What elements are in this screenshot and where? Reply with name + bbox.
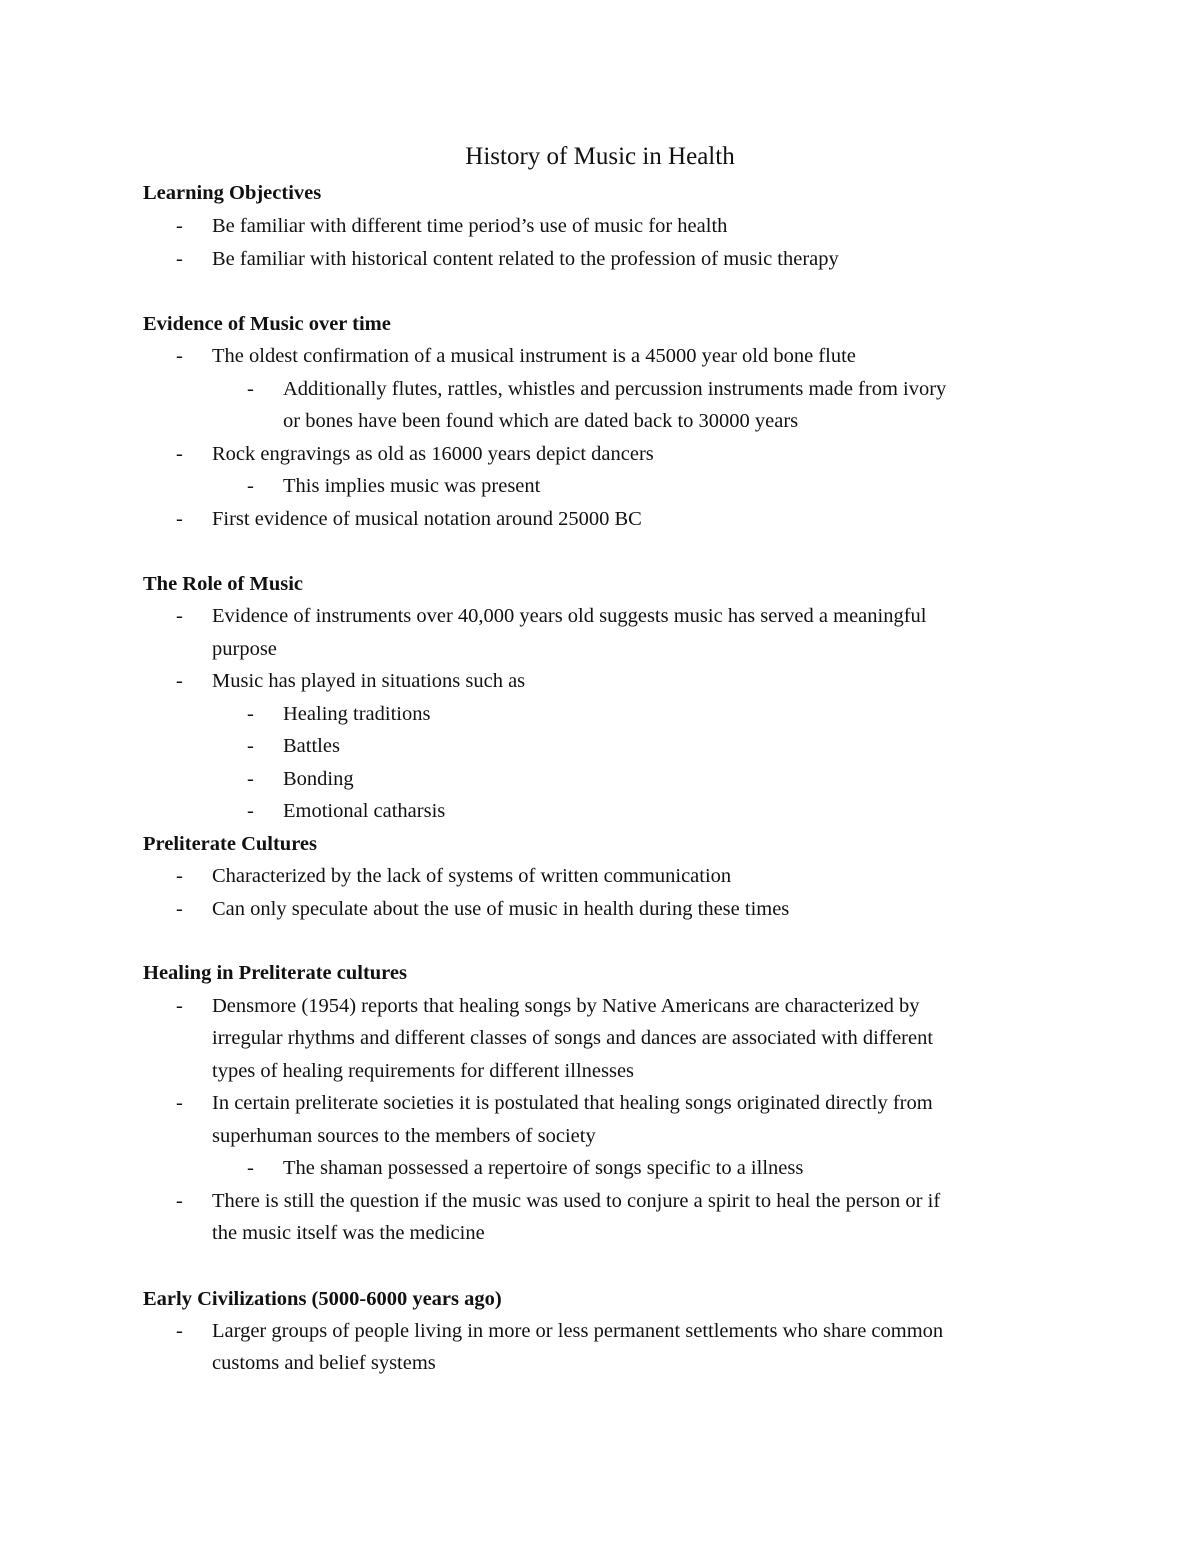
list-item: Can only speculate about the use of music in health during these times — [212, 898, 790, 920]
list-item: First evidence of musical notation around 25000 BC — [212, 508, 642, 530]
section-heading-healing-preliterate: Healing in Preliterate cultures — [143, 962, 407, 984]
list-item: In certain preliterate societies it is postulated that healing songs originated directly from — [212, 1092, 933, 1114]
list-item-continuation: the music itself was the medicine — [212, 1222, 485, 1244]
list-item: Larger groups of people living in more or less permanent settlements who share common — [212, 1320, 944, 1342]
sub-list-item: Healing traditions — [283, 703, 431, 725]
sub-bullet-dash: - — [247, 703, 254, 725]
list-item: There is still the question if the music was used to conjure a spirit to heal the person or if — [212, 1190, 941, 1212]
section-heading-learning-objectives: Learning Objectives — [143, 182, 322, 204]
section-heading-preliterate-cultures: Preliterate Cultures — [143, 833, 317, 855]
sub-bullet-dash: - — [247, 378, 254, 400]
list-item: The oldest confirmation of a musical instrument is a 45000 year old bone flute — [212, 345, 856, 367]
sub-bullet-dash: - — [247, 735, 254, 757]
sub-list-item: Emotional catharsis — [283, 800, 446, 822]
list-item: Densmore (1954) reports that healing songs by Native Americans are characterized by — [212, 995, 920, 1017]
document-title: History of Music in Health — [465, 143, 735, 170]
bullet-dash: - — [176, 605, 183, 627]
list-item-continuation: purpose — [212, 638, 277, 660]
sub-list-item-continuation: or bones have been found which are dated back to 30000 years — [283, 410, 799, 432]
bullet-dash: - — [176, 215, 183, 237]
list-item: Rock engravings as old as 16000 years depict dancers — [212, 443, 654, 465]
sub-bullet-dash: - — [247, 1157, 254, 1179]
list-item-continuation: types of healing requirements for different illnesses — [212, 1060, 635, 1082]
bullet-dash: - — [176, 898, 183, 920]
bullet-dash: - — [176, 1190, 183, 1212]
sub-bullet-dash: - — [247, 475, 254, 497]
bullet-dash: - — [176, 670, 183, 692]
bullet-dash: - — [176, 443, 183, 465]
list-item-continuation: superhuman sources to the members of society — [212, 1125, 596, 1147]
bullet-dash: - — [176, 345, 183, 367]
bullet-dash: - — [176, 1320, 183, 1342]
bullet-dash: - — [176, 508, 183, 530]
list-item-continuation: irregular rhythms and different classes of songs and dances are associated with different — [212, 1027, 934, 1049]
section-heading-early-civilizations: Early Civilizations (5000-6000 years ago) — [143, 1288, 502, 1310]
sub-bullet-dash: - — [247, 768, 254, 790]
sub-list-item: Bonding — [283, 768, 354, 790]
list-item: Be familiar with historical content related to the profession of music therapy — [212, 248, 839, 270]
bullet-dash: - — [176, 1092, 183, 1114]
list-item-continuation: customs and belief systems — [212, 1352, 436, 1374]
bullet-dash: - — [176, 865, 183, 887]
section-heading-evidence-of-music: Evidence of Music over time — [143, 313, 391, 335]
list-item: Characterized by the lack of systems of written communication — [212, 865, 732, 887]
sub-list-item: This implies music was present — [283, 475, 541, 497]
section-heading-role-of-music: The Role of Music — [143, 573, 303, 595]
bullet-dash: - — [176, 248, 183, 270]
sub-list-item: Battles — [283, 735, 340, 757]
sub-list-item: Additionally flutes, rattles, whistles and percussion instruments made from ivory — [283, 378, 947, 400]
list-item: Be familiar with different time period’s use of music for health — [212, 215, 728, 237]
list-item: Evidence of instruments over 40,000 years old suggests music has served a meaningful — [212, 605, 927, 627]
bullet-dash: - — [176, 995, 183, 1017]
sub-list-item: The shaman possessed a repertoire of songs specific to a illness — [283, 1157, 804, 1179]
list-item: Music has played in situations such as — [212, 670, 526, 692]
sub-bullet-dash: - — [247, 800, 254, 822]
